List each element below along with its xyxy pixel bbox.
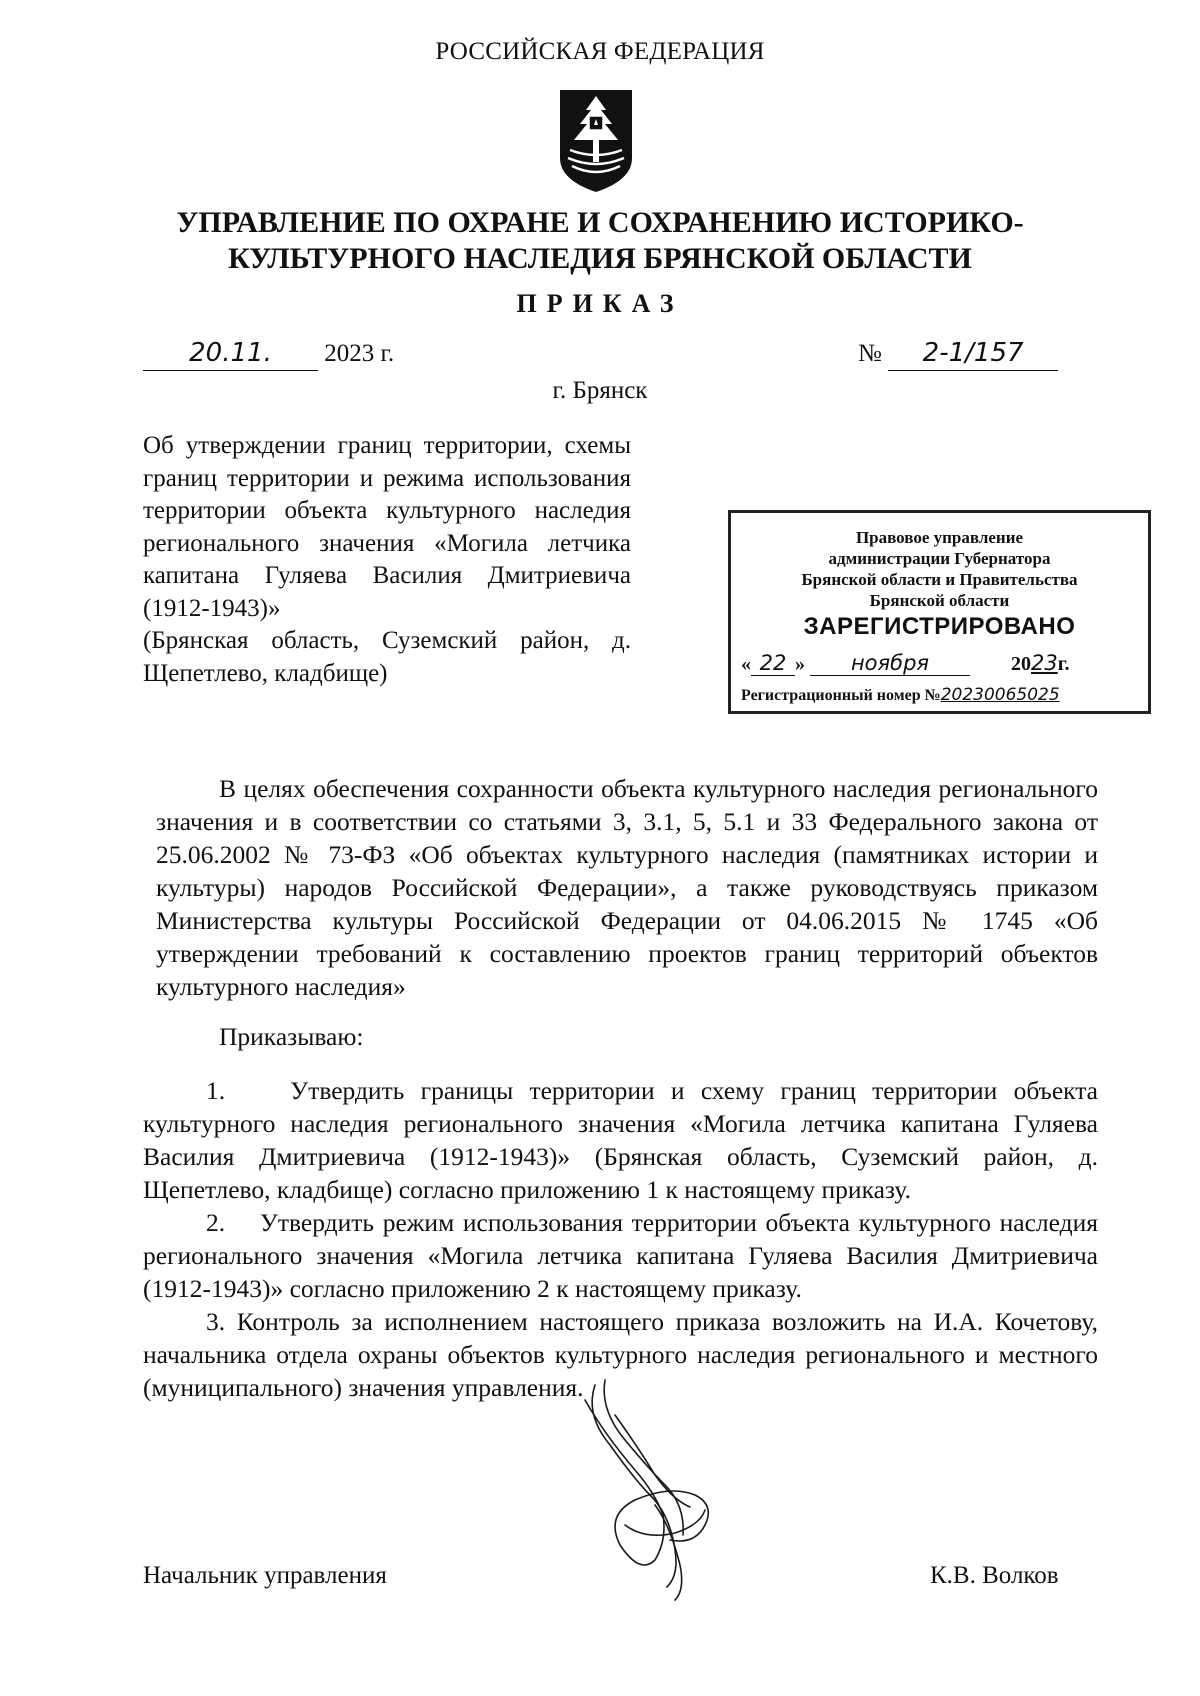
stamp-line-1: Правовое управление (855, 528, 1024, 547)
signatory-position: Начальник управления (143, 1562, 387, 1589)
stamp-line-2: администрации Губернатора (828, 549, 1051, 568)
order-item-3: 3. Контроль за исполнением настоящего приказа возложить на И.А. Кочетову, начальника отдела охраны объектов культурного наследия регионального и местного (муниципального) значения управления. (143, 1307, 1098, 1402)
document-type: ПРИКАЗ (516, 289, 684, 318)
stamp-reg-label: Регистрационный номер № (741, 687, 941, 704)
stamp-year-prefix: 20 (1011, 653, 1031, 675)
bryansk-coat-of-arms-icon (558, 88, 634, 196)
stamp-authority (731, 527, 1148, 611)
order-item-2: 2. Утвердить режим использования территории объекта культурного наследия регионального значения «Могила летчика капитана Гуляева Василия Дмитриевича (1912-1943)» согласно приложению 2 к настоящему приказу. (143, 1208, 1098, 1303)
stamp-line-4: Брянской области (869, 591, 1010, 610)
stamp-title: ЗАРЕГИСТРИРОВАНО (803, 613, 1076, 640)
handwritten-number: 2-1/157 (888, 338, 1058, 371)
agency-name (150, 205, 1050, 277)
agency-name-line2: КУЛЬТУРНОГО НАСЛЕДИЯ БРЯНСКОЙ ОБЛАСТИ (228, 242, 972, 275)
agency-name-line1: УПРАВЛЕНИЕ ПО ОХРАНЕ И СОХРАНЕНИЮ ИСТОРИКО- (176, 206, 1024, 239)
stamp-reg-number: 20230065025 (940, 685, 1060, 705)
city: г. Брянск (552, 377, 648, 404)
order-year: 2023 г. (324, 340, 395, 367)
handwritten-date: 20.11. (143, 338, 318, 371)
stamp-year-suffix: г. (1057, 653, 1070, 675)
subject-location: (Брянская область, Суземский район, д. Щепетлево, кладбище) (143, 627, 631, 687)
registration-stamp (728, 510, 1151, 714)
stamp-line-3: Брянской области и Правительства (801, 570, 1078, 589)
order-word: Приказываю: (219, 1022, 364, 1051)
stamp-day: 22 (751, 651, 795, 676)
stamp-year: 23 (1031, 651, 1058, 675)
order-number (858, 338, 1058, 371)
subject-main: Об утверждении границ территории, схемы границ территории и режима использования территории объекта культурного наследия регионального значения «Могила летчика капитана Гуляева Василия Дмитриевича (1912-1943)» (143, 432, 631, 622)
order-subject (143, 430, 631, 690)
order-items (143, 1074, 1098, 1404)
stamp-registration (741, 685, 1151, 705)
handwritten-signature (555, 1375, 735, 1605)
order-date (143, 338, 394, 371)
signatory-name: К.В. Волков (930, 1562, 1059, 1589)
order-item-1: 1. Утвердить границы территории и схему границ территории объекта культурного наследия регионального значения «Могила летчика капитана Гуляева Василия Дмитриевича (1912-1943)» (Брянская область, Суземский район, д. Щепетлево, кладбище) согласно приложению 1 к настоящему приказу. (143, 1076, 1098, 1204)
preamble-text: В целях обеспечения сохранности объекта культурного наследия регионального значения и в соответствии со статьями 3, 3.1, 5, 5.1 и 33 Федерального закона от 25.06.2002 № 73-ФЗ «Об объектах культурного наследия (памятниках истории и культуры) народов Российской Федерации», а также руководствуясь приказом Министерства культуры Российской Федерации от 04.06.2015 № 1745 «Об утверждении требований к составлению проектов границ территорий объектов культурного наследия» (156, 774, 1098, 1001)
stamp-month: ноября (810, 651, 970, 676)
number-sign: № (858, 340, 882, 367)
preamble (156, 772, 1098, 1003)
stamp-date: « 22 » ноября 2023г. (741, 651, 1070, 675)
country-heading: РОССИЙСКАЯ ФЕДЕРАЦИЯ (435, 38, 765, 65)
